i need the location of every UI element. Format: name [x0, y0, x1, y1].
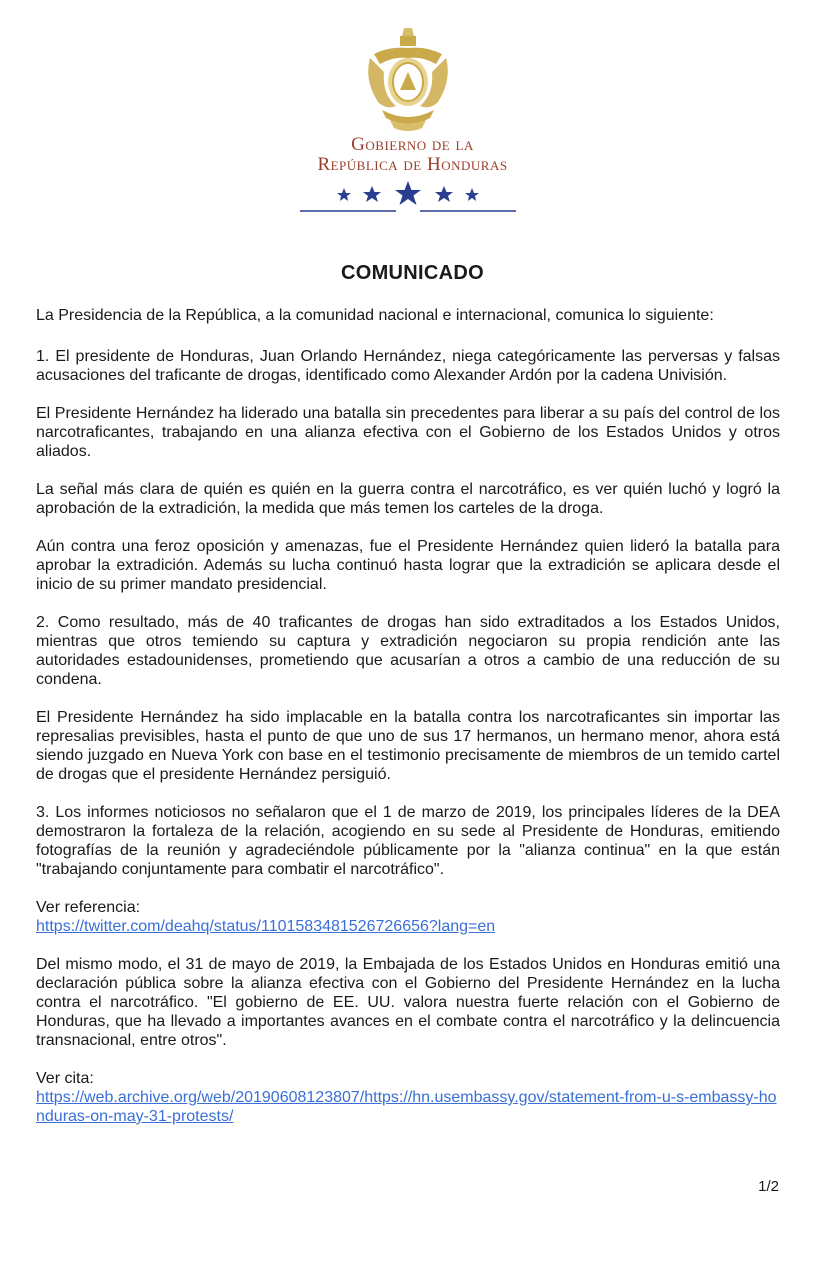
government-name-line-2: República de Honduras [317, 154, 508, 175]
page-number: 1/2 [758, 1178, 779, 1195]
five-stars-icon [300, 176, 516, 216]
reference-block-2 [36, 1069, 780, 1126]
reference-block-1 [36, 898, 780, 936]
twitter-reference-link[interactable]: https://twitter.com/deahq/status/1101583481526726656?lang=en [36, 918, 496, 935]
letterhead [0, 0, 825, 230]
paragraph-3: La señal más clara de quién es quién en la guerra contra el narcotráfico, es ver quién luchó y logró la aprobación de la extradición, la medida que más temen los carteles de la droga. [36, 481, 780, 517]
embassy-citation-link[interactable]: https://web.archive.org/web/20190608123807/https://hn.usembassy.gov/statement-from-u-s-embassy-honduras-on-may-31-protests/ [36, 1089, 777, 1125]
intro-paragraph: La Presidencia de la República, a la comunidad nacional e internacional, comunica lo siguiente: [36, 307, 714, 324]
citation-label: Ver cita: [36, 1070, 94, 1087]
paragraph-5: 2. Como resultado, más de 40 traficantes de drogas han sido extraditados a los Estados Unidos, mientras que otros temiendo su captura y extradición negociaron su propia rendición ante las autoridades estadounidenses, prometiendo que acusarían a otros a cambio de una reducción de su condena. [36, 614, 780, 688]
document-title: COMUNICADO [341, 262, 484, 284]
document-body [36, 306, 780, 1145]
paragraph-2: El Presidente Hernández ha liderado una batalla sin precedentes para liberar a su país del control de los narcotraficantes, trabajando en una alianza efectiva con el Gobierno de los Estados Unidos y otros aliados. [36, 405, 780, 460]
reference-label: Ver referencia: [36, 899, 141, 916]
paragraph-6: El Presidente Hernández ha sido implacable en la batalla contra los narcotraficantes sin importar las represalias previsibles, hasta el punto de que uno de sus 17 hermanos, un hermano menor, ahora está siendo juzgado en Nueva York con base en el testimonio precisamente de miembros de un temido cartel de drogas que el presidente Hernández persiguió. [36, 709, 780, 783]
paragraph-1: 1. El presidente de Honduras, Juan Orlando Hernández, niega categóricamente las perversas y falsas acusaciones del traficante de drogas, identificado como Alexander Ardón por la cadena Univisión. [36, 348, 780, 384]
paragraph-4: Aún contra una feroz oposición y amenazas, fue el Presidente Hernández quien lideró la batalla para aprobar la extradición. Además su lucha continuó hasta lograr que la extradición se aplicara desde el inicio de su primer mandato presidencial. [36, 538, 780, 593]
honduras-coat-of-arms-icon [360, 24, 456, 134]
government-name-line-1: Gobierno de la [351, 134, 474, 155]
paragraph-8: Del mismo modo, el 31 de mayo de 2019, la Embajada de los Estados Unidos en Honduras emitió una declaración pública sobre la alianza efectiva con el Gobierno del Presidente Hernández en la lucha contra el narcotráfico. "El gobierno de EE. UU. valora nuestra fuerte relación con el Gobierno de Honduras, que ha llevado a importantes avances en el combate contra el narcotráfico y la delincuencia transnacional, entre otros". [36, 956, 780, 1049]
paragraph-7: 3. Los informes noticiosos no señalaron que el 1 de marzo de 2019, los principales líderes de la DEA demostraron la fortaleza de la relación, acogiendo en su sede al Presidente de Honduras, emitiendo fotografías de la reunión y agradeciéndole públicamente por la "alianza continua" en la que están "trabajando conjuntamente para combatir el narcotráfico". [36, 804, 780, 878]
